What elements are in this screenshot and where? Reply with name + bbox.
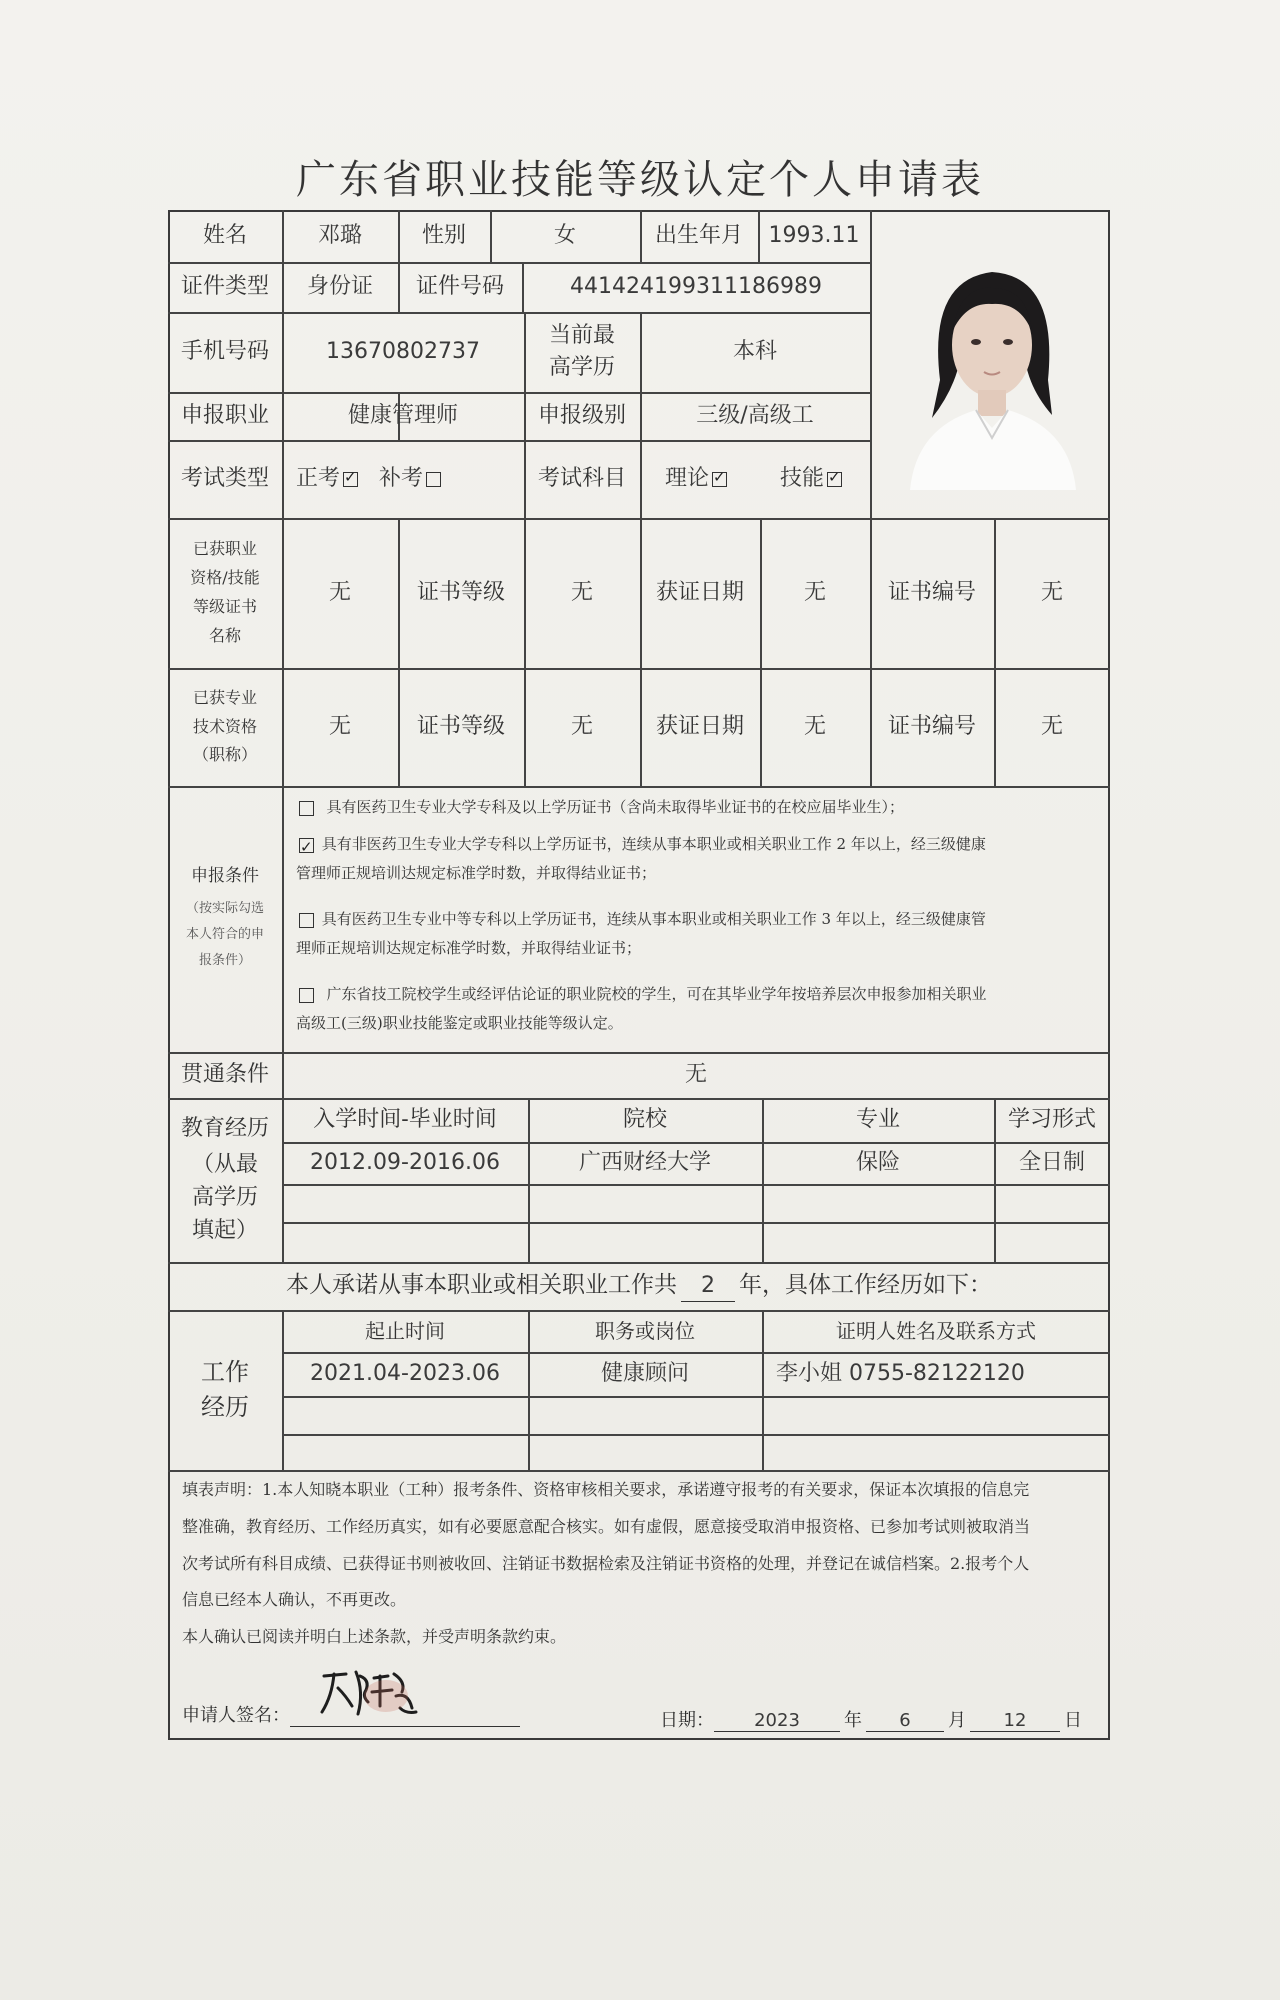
work-statement-prefix: 本人承诺从事本职业或相关职业工作共: [286, 1272, 677, 1299]
value-id-type: 身份证: [306, 274, 373, 300]
exam-subject-options: [640, 440, 870, 518]
label-exam-type: 考试类型: [180, 466, 269, 492]
work-header-period: 起止时间: [365, 1318, 445, 1343]
label-gender: 性别: [421, 223, 466, 249]
formal-checkbox[interactable]: [343, 472, 358, 487]
edu-row-mode: 全日制: [1018, 1150, 1085, 1176]
label-education: 教育经历: [180, 1115, 269, 1141]
form-title: 广东省职业技能等级认定个人申请表: [296, 157, 984, 203]
work-row-reference: 李小姐 0755-82122120: [776, 1361, 1025, 1387]
condition-item: [296, 905, 1096, 962]
condition-2-line1: 具有非医药卫生专业大学专科以上学历证书，连续从事本职业或相关职业工作 2 年以上，经三级健康: [321, 835, 986, 853]
work-years: 2: [681, 1270, 735, 1303]
conditions-label-cell: [168, 786, 282, 1052]
label-edu: 当前最高学历: [548, 323, 615, 380]
value-through: 无: [684, 1062, 707, 1088]
declaration-line: 本人确认已阅读并明白上述条款，并受声明条款约束。: [182, 1627, 567, 1647]
edu-row-school: 广西财经大学: [578, 1150, 711, 1176]
label-id-no: 证件号码: [415, 274, 504, 300]
value-gender: 女: [553, 223, 576, 249]
exam-type-options: [282, 440, 524, 518]
label-birth: 出生年月: [654, 223, 743, 249]
date-day-unit: 日: [1064, 1710, 1082, 1731]
prof-cert-date: 无: [803, 714, 826, 740]
label-prof-cert: 已获专业技术资格（职称）: [192, 687, 257, 765]
label-work: 工作经历: [201, 1358, 249, 1421]
edu-row-period: 2012.09-2016.06: [310, 1150, 500, 1176]
condition-3-line2: 理师正规培训达规定标准学时数，并取得结业证书；: [296, 938, 642, 957]
label-prof-cert-level: 证书等级: [416, 714, 505, 740]
label-conditions: 申报条件: [191, 865, 259, 886]
value-edu: 本科: [732, 339, 777, 365]
prof-cert-name: 无: [328, 714, 351, 740]
condition-1-checkbox[interactable]: [299, 801, 314, 816]
qual-cert-level: 无: [570, 580, 593, 606]
condition-item: [296, 793, 1096, 822]
qual-cert-name: 无: [328, 580, 351, 606]
option-makeup-label: 补考: [379, 466, 424, 492]
date-month-unit: 月: [948, 1710, 966, 1731]
work-row-period: 2021.04-2023.06: [310, 1361, 500, 1387]
makeup-checkbox[interactable]: [426, 472, 441, 487]
label-prof-cert-no: 证书编号: [887, 714, 976, 740]
work-header-reference: 证明人姓名及联系方式: [836, 1318, 1036, 1343]
edu-header-major: 专业: [855, 1107, 900, 1133]
signature-line[interactable]: [290, 1700, 520, 1727]
condition-2-line2: 管理师正规培训达规定标准学时数，并取得结业证书；: [296, 863, 657, 882]
work-statement-suffix: 年，具体工作经历如下：: [739, 1272, 992, 1299]
edu-row-major: 保险: [855, 1150, 900, 1176]
declaration-line: 整准确，教育经历、工作经历真实，如有必要愿意配合核实。如有虚假，愿意接受取消申报资格、已参加考试则被取消当: [182, 1516, 1031, 1536]
condition-4-line2: 高级工(三级)职业技能鉴定或职业技能等级认定。: [296, 1013, 623, 1032]
date-year-unit: 年: [844, 1710, 862, 1731]
skill-checkbox[interactable]: [827, 472, 842, 487]
date-month[interactable]: 6: [866, 1710, 944, 1732]
label-prof-cert-date: 获证日期: [655, 714, 744, 740]
label-conditions-note: （按实际勾选本人符合的申报条件）: [185, 901, 264, 969]
date-year[interactable]: 2023: [714, 1710, 840, 1732]
date-row: [660, 1706, 1086, 1732]
handwritten-signature: [316, 1662, 426, 1722]
applicant-photo: [880, 240, 1100, 490]
edu-header-mode: 学习形式: [1007, 1107, 1096, 1133]
condition-4-checkbox[interactable]: [299, 988, 314, 1003]
label-qual-cert-date: 获证日期: [655, 580, 744, 606]
value-level: 三级/高级工: [696, 403, 814, 429]
label-through: 贯通条件: [180, 1062, 269, 1088]
declaration-line: 次考试所有科目成绩、已获得证书则被收回、注销证书数据检索及注销证书资格的处理，并登记在诚信档案。2.报考个人: [182, 1553, 1030, 1573]
label-education-note: （从最高学历填起）: [191, 1152, 258, 1244]
date-label: 日期：: [660, 1710, 714, 1731]
work-statement: [168, 1262, 1110, 1310]
qual-cert-date: 无: [803, 580, 826, 606]
label-qual-cert: 已获职业资格/技能等级证书名称: [190, 539, 260, 645]
value-birth: 1993.11: [768, 223, 860, 249]
prof-cert-level: 无: [570, 714, 593, 740]
option-skill-label: 技能: [779, 466, 824, 492]
label-exam-subject: 考试科目: [537, 466, 626, 492]
value-occupation: 健康管理师: [347, 403, 458, 429]
label-occupation: 申报职业: [180, 403, 269, 429]
option-formal-label: 正考: [296, 466, 341, 492]
label-name: 姓名: [202, 223, 247, 249]
value-id-no: 441424199311186989: [570, 274, 822, 300]
signature-row: [182, 1700, 520, 1727]
edu-header-period: 入学时间-毕业时间: [313, 1107, 497, 1133]
edu-header-school: 院校: [622, 1107, 667, 1133]
label-level: 申报级别: [537, 403, 626, 429]
education-label-cell: [168, 1098, 282, 1262]
label-qual-cert-no: 证书编号: [887, 580, 976, 606]
condition-3-line1: 具有医药卫生专业中等专科以上学历证书，连续从事本职业或相关职业工作 3 年以上，经三级健康管: [321, 910, 986, 928]
condition-2-checkbox[interactable]: [299, 838, 314, 853]
date-day[interactable]: 12: [970, 1710, 1060, 1732]
condition-1-line1: 具有医药卫生专业大学专科及以上学历证书（含尚未取得毕业证书的在校应届毕业生）；: [326, 798, 905, 816]
declaration-line: 填表声明：1.本人知晓本职业（工种）报考条件、资格审核相关要求，承诺遵守报考的有关要求，保证本次填报的信息完: [182, 1480, 1030, 1499]
condition-item: [296, 980, 1096, 1037]
label-id-type: 证件类型: [180, 274, 269, 300]
prof-cert-no: 无: [1040, 714, 1063, 740]
work-header-position: 职务或岗位: [595, 1318, 695, 1343]
value-phone: 13670802737: [326, 339, 480, 365]
work-row-position: 健康顾问: [600, 1361, 689, 1387]
label-qual-cert-level: 证书等级: [416, 580, 505, 606]
declaration-line: 信息已经本人确认，不再更改。: [182, 1590, 407, 1610]
declaration: [182, 1472, 1102, 1656]
label-phone: 手机号码: [180, 339, 269, 365]
value-name: 邓璐: [317, 223, 362, 249]
signature-label: 申请人签名：: [182, 1705, 290, 1726]
qual-cert-no: 无: [1040, 580, 1063, 606]
condition-item: [296, 830, 1096, 887]
option-theory-label: 理论: [664, 466, 709, 492]
condition-3-checkbox[interactable]: [299, 913, 314, 928]
theory-checkbox[interactable]: [712, 472, 727, 487]
condition-4-line1: 广东省技工院校学生或经评估论证的职业院校的学生，可在其毕业学年按培养层次申报参加相关职业: [326, 985, 987, 1003]
